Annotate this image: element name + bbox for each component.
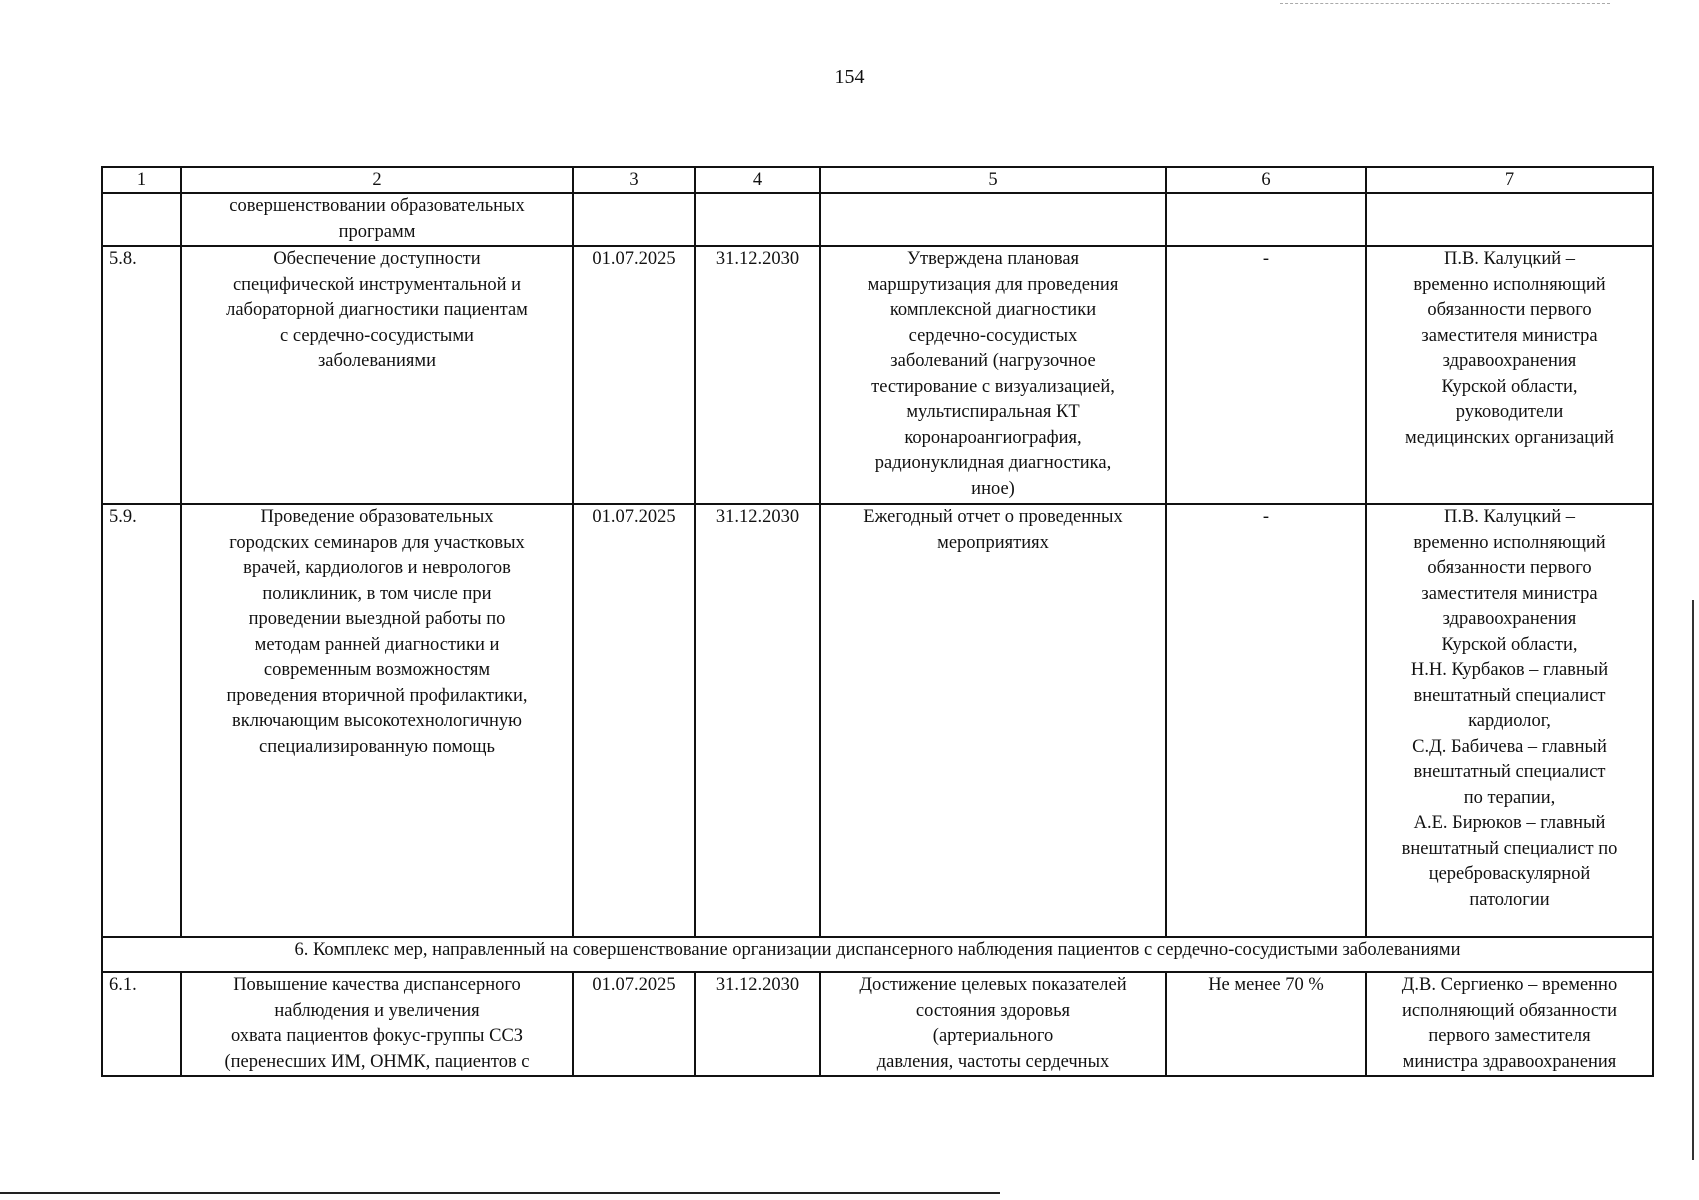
table-row	[102, 504, 1653, 937]
scan-artifact-bottom	[0, 1192, 1000, 1194]
row-number: 6.1.	[102, 972, 181, 1076]
header-col-5: 5	[820, 167, 1166, 193]
target-indicator: Не менее 70 %	[1166, 972, 1366, 1076]
target-indicator: -	[1166, 246, 1366, 504]
start-date: 01.07.2025	[573, 972, 695, 1076]
scan-artifact-edge	[1692, 600, 1694, 1160]
header-col-4: 4	[695, 167, 820, 193]
page-number: 154	[834, 66, 865, 88]
row-number: 5.8.	[102, 246, 181, 504]
measures-table	[101, 166, 1654, 1077]
header-col-6: 6	[1166, 167, 1366, 193]
scan-artifact-top	[1280, 3, 1610, 4]
measure-name: Обеспечение доступности специфической инструментальной и лабораторной диагностики пациентам с сердечно-сосудистыми заболеваниями	[181, 246, 573, 504]
expected-result: Утверждена плановая маршрутизация для проведения комплексной диагностики сердечно-сосудистых заболеваний (нагрузочное тестирование с визуализацией, мультиспиральная КТ коронароангиография, радионуклидная диагностика, иное)	[820, 246, 1166, 504]
expected-result: Ежегодный отчет о проведенных мероприятиях	[820, 504, 1166, 937]
measure-name: совершенствовании образовательных программ	[181, 193, 573, 246]
header-row	[102, 167, 1653, 193]
header-col-1: 1	[102, 167, 181, 193]
target-indicator	[1166, 193, 1366, 246]
start-date: 01.07.2025	[573, 504, 695, 937]
responsible-person	[1366, 193, 1653, 246]
target-indicator: -	[1166, 504, 1366, 937]
end-date: 31.12.2030	[695, 504, 820, 937]
table-row	[102, 972, 1653, 1076]
expected-result: Достижение целевых показателей состояния здоровья (артериального давления, частоты сердечных	[820, 972, 1166, 1076]
row-number	[102, 193, 181, 246]
expected-result	[820, 193, 1166, 246]
start-date	[573, 193, 695, 246]
responsible-person: П.В. Калуцкий – временно исполняющий обязанности первого заместителя министра здравоохранения Курской области, руководители медицинских организаций	[1366, 246, 1653, 504]
measure-name: Проведение образовательных городских семинаров для участковых врачей, кардиологов и неврологов поликлиник, в том числе при проведении выездной работы по методам ранней диагностики и современным возможностям проведения вторичной профилактики, включающим высокотехнологичную специализированную помощь	[181, 504, 573, 937]
table-row	[102, 246, 1653, 504]
section-header-row	[102, 937, 1653, 972]
table-row-continuation	[102, 193, 1653, 246]
start-date: 01.07.2025	[573, 246, 695, 504]
header-col-3: 3	[573, 167, 695, 193]
end-date: 31.12.2030	[695, 972, 820, 1076]
measure-name: Повышение качества диспансерного наблюдения и увеличения охвата пациентов фокус-группы ССЗ (перенесших ИМ, ОНМК, пациентов с	[181, 972, 573, 1076]
end-date: 31.12.2030	[695, 246, 820, 504]
row-number: 5.9.	[102, 504, 181, 937]
section-title: 6. Комплекс мер, направленный на совершенствование организации диспансерного наблюдения пациентов с сердечно-сосудистыми заболеваниями	[102, 937, 1653, 972]
end-date	[695, 193, 820, 246]
header-col-7: 7	[1366, 167, 1653, 193]
header-col-2: 2	[181, 167, 573, 193]
responsible-person: Д.В. Сергиенко – временно исполняющий обязанности первого заместителя министра здравоохранения	[1366, 972, 1653, 1076]
responsible-person: П.В. Калуцкий – временно исполняющий обязанности первого заместителя министра здравоохранения Курской области, Н.Н. Курбаков – главный внештатный специалист кардиолог, С.Д. Бабичева – главный внештатный специалист по терапии, А.Е. Бирюков – главный внештатный специалист по цереброваскулярной патологии	[1366, 504, 1653, 937]
